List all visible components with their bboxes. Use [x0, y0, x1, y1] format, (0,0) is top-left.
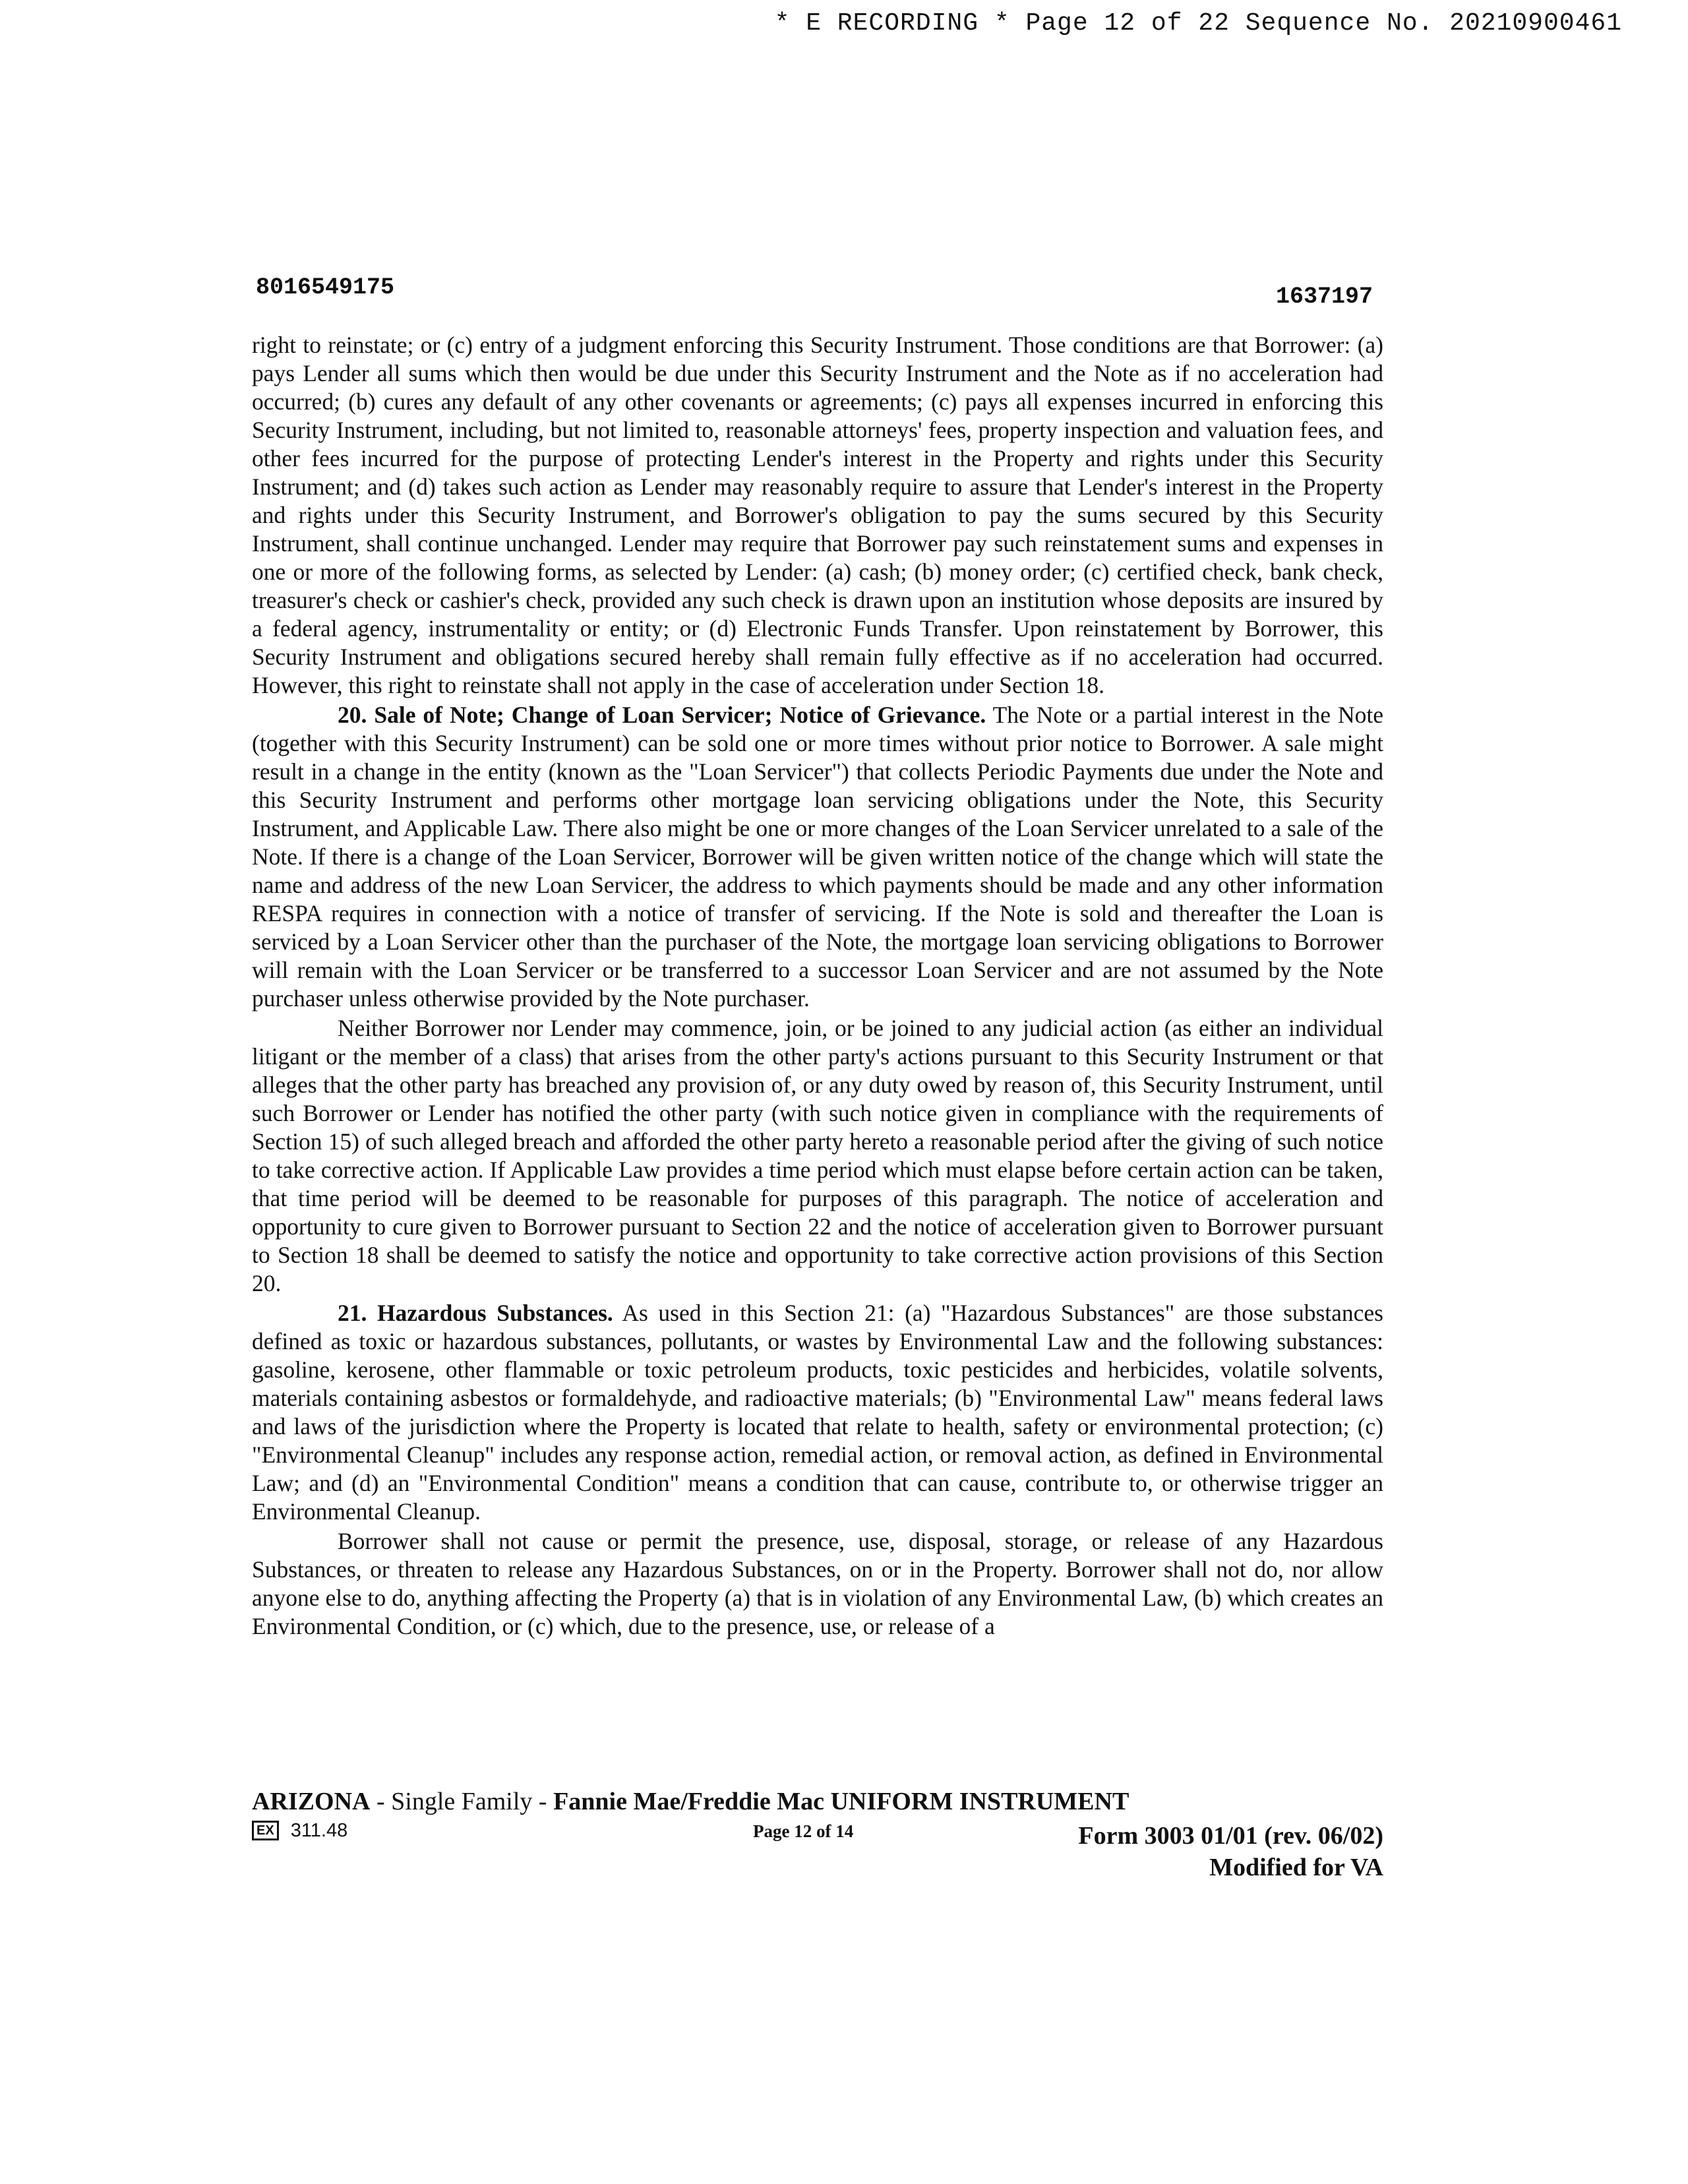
- recording-header: * E RECORDING * Page 12 of 22 Sequence No. 20210900461: [774, 9, 1622, 38]
- page-number: Page 12 of 14: [753, 1821, 854, 1841]
- form-reference: [1078, 1820, 1383, 1883]
- footer-instrument: Fannie Mae/Freddie Mac UNIFORM INSTRUMENT: [553, 1788, 1130, 1815]
- doc-number: 1637197: [1275, 284, 1373, 310]
- section-20-heading: 20. Sale of Note; Change of Loan Servicer; Notice of Grievance.: [338, 702, 986, 728]
- section-20-body: The Note or a partial interest in the Note (together with this Security Instrument) can be sold one or more times without prior notice to Borrower. A sale might result in a change in the entity (known as the "Loan Servicer") that collects Periodic Payments due under the Note and this Security Instrument and performs other mortgage loan servicing obligations under the Note, this Security Instrument, and Applicable Law. There also might be one or more changes of the Loan Servicer unrelated to a sale of the Note. If there is a change of the Loan Servicer, Borrower will be given written notice of the change which will state the name and address of the new Loan Servicer, the address to which payments should be made and any other information RESPA requires in connection with a notice of transfer of servicing. If the Note is sold and thereafter the Loan is serviced by a Loan Servicer other than the purchaser of the Note, the mortgage loan servicing obligations to Borrower will remain with the Loan Servicer or be transferred to a successor Loan Servicer and are not assumed by the Note purchaser unless otherwise provided by the Note purchaser.: [252, 702, 1383, 1012]
- document-footer: [252, 1787, 1383, 1881]
- section-21-paragraph-2: Borrower shall not cause or permit the presence, use, disposal, storage, or release of any Hazardous Substances, or threaten to release any Hazardous Substances, on or in the Property. Borrower shall not do, nor allow anyone else to do, anything affecting the Property (a) that is in violation of any Environmental Law, (b) which creates an Environmental Condition, or (c) which, due to the presence, use, or release of a: [252, 1528, 1383, 1639]
- ex-logo-icon: EX: [252, 1821, 279, 1840]
- section-21-body: As used in this Section 21: (a) "Hazardous Substances" are those substances defined as toxic or hazardous substances, pollutants, or wastes by Environmental Law and the following substances: gasoline, kerosene, other flammable or toxic petroleum products, toxic pesticides and herbicides, volatile solvents, materials containing asbestos or formaldehyde, and radioactive materials; (b) "Environmental Law" means federal laws and laws of the jurisdiction where the Property is located that relate to health, safety or environmental protection; (c) "Environmental Cleanup" includes any response action, remedial action, or removal action, as defined in Environmental Law; and (d) an "Environmental Condition" means a condition that can cause, contribute to, or otherwise trigger an Environmental Cleanup.: [252, 1300, 1383, 1525]
- section-20: [252, 701, 1383, 1013]
- form-number: Form 3003 01/01 (rev. 06/02): [1078, 1822, 1383, 1850]
- section-21: [252, 1299, 1383, 1526]
- footer-title: [252, 1787, 1383, 1816]
- footer-separator: - Single Family -: [370, 1788, 554, 1815]
- form-code: [252, 1820, 347, 1842]
- section-21-heading: 21. Hazardous Substances.: [338, 1300, 613, 1326]
- paragraph-reinstate: right to reinstate; or (c) entry of a judgment enforcing this Security Instrument. Those conditions are that Borrower: (a) pays Lender all sums which then would be due under this Security Instrument and the Note as if no acceleration had occurred; (b) cures any default of any other covenants or agreements; (c) pays all expenses incurred in enforcing this Security Instrument, including, but not limited to, reasonable attorneys' fees, property inspection and valuation fees, and other fees incurred for the purpose of protecting Lender's interest in the Property and rights under this Security Instrument; and (d) takes such action as Lender may reasonably require to assure that Lender's interest in the Property and rights under this Security Instrument, and Borrower's obligation to pay the sums secured by this Security Instrument, shall continue unchanged. Lender may require that Borrower pay such reinstatement sums and expenses in one or more of the following forms, as selected by Lender: (a) cash; (b) money order; (c) certified check, bank check, treasurer's check or cashier's check, provided any such check is drawn upon an institution whose deposits are insured by a federal agency, instrumentality or entity; or (d) Electronic Funds Transfer. Upon reinstatement by Borrower, this Security Instrument and obligations secured hereby shall remain fully effective as if no acceleration had occurred. However, this right to reinstate shall not apply in the case of acceleration under Section 18.: [252, 332, 1383, 698]
- form-code-number: 311.48: [290, 1820, 348, 1841]
- form-modified: Modified for VA: [1209, 1854, 1383, 1881]
- loan-number: 8016549175: [256, 274, 395, 301]
- document-body: [252, 331, 1383, 1641]
- section-20-paragraph-2: Neither Borrower nor Lender may commence, join, or be joined to any judicial action (as either an individual litigant or the member of a class) that arises from the other party's actions pursuant to this Security Instrument or that alleges that the other party has breached any provision of, or any duty owed by reason of, this Security Instrument, until such Borrower or Lender has notified the other party (with such notice given in compliance with the requirements of Section 15) of such alleged breach and afforded the other party hereto a reasonable period after the giving of such notice to take corrective action. If Applicable Law provides a time period which must elapse before certain action can be taken, that time period will be deemed to be reasonable for purposes of this paragraph. The notice of acceleration and opportunity to cure given to Borrower pursuant to Section 22 and the notice of acceleration given to Borrower pursuant to Section 18 shall be deemed to satisfy the notice and opportunity to take corrective action provisions of this Section 20.: [252, 1015, 1383, 1296]
- footer-row: [252, 1817, 1383, 1881]
- footer-state: ARIZONA: [252, 1788, 371, 1815]
